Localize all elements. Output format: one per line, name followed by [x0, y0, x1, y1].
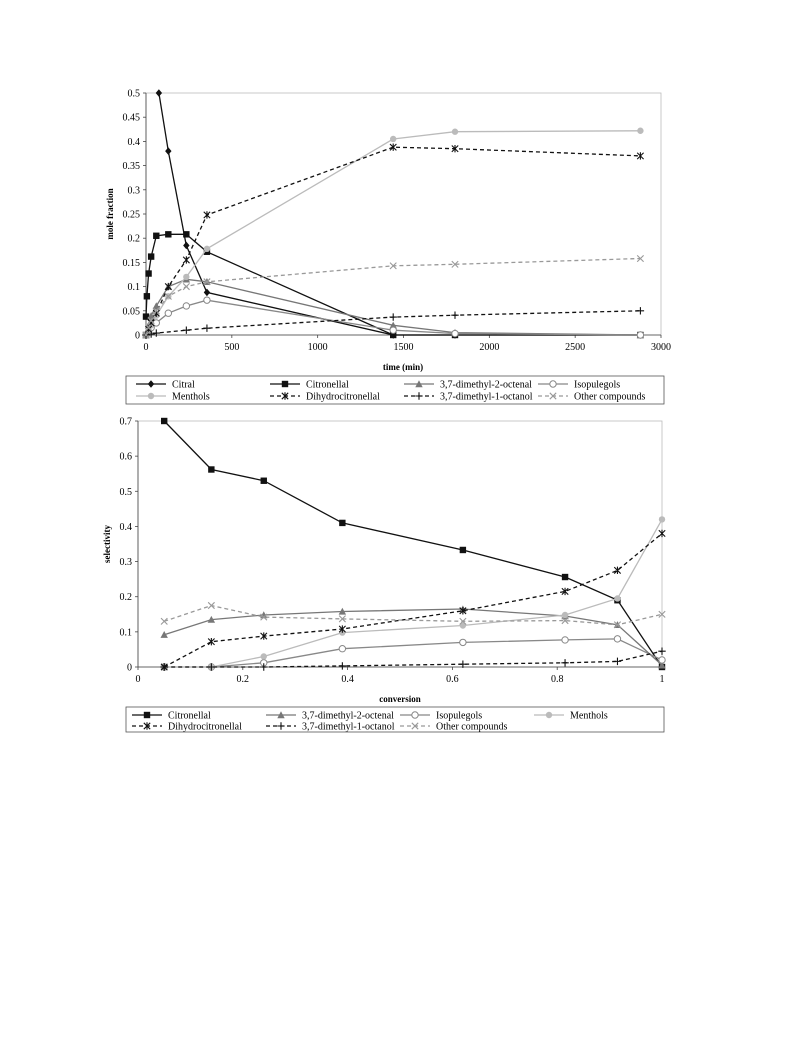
y-tick-label: 0.4	[127, 136, 140, 148]
data-point-menthols	[204, 246, 210, 252]
data-point-3-7-dimethyl-1-octanol	[451, 311, 458, 318]
data-point-citral	[165, 147, 171, 155]
data-point-citral	[204, 289, 210, 297]
data-point-dihydrocitronellal	[204, 211, 210, 218]
x-tick-label: 1000	[307, 342, 328, 353]
data-point-isopulegols	[659, 657, 665, 663]
series-line-3-7-dimethyl-2-octenal	[164, 609, 662, 665]
data-point-3-7-dimethyl-1-octanol	[390, 313, 397, 320]
y-tick-label: 0.05	[122, 306, 140, 318]
x-tick-label: 2500	[565, 342, 586, 353]
legend-label: Menthols	[570, 710, 608, 722]
series-line-menthols	[146, 131, 640, 335]
legend-label: 3,7-dimethyl-1-octanol	[302, 721, 395, 733]
data-point-isopulegols	[562, 637, 568, 643]
data-point-menthols	[183, 274, 189, 280]
data-point-citral	[156, 89, 162, 97]
legend-item-citronellal	[132, 711, 211, 722]
legend-marker	[412, 712, 418, 718]
legend-item-menthols	[136, 392, 210, 403]
data-point-citronellal	[148, 253, 154, 259]
series-group	[142, 89, 644, 339]
legend-label: 3,7-dimethyl-2-octenal	[302, 710, 394, 722]
data-point-citronellal	[261, 478, 267, 484]
data-point-dihydrocitronellal	[183, 256, 189, 263]
y-tick-label: 0.2	[119, 592, 132, 604]
y-tick-label: 0.5	[127, 88, 140, 100]
legend-item-isopulegols	[538, 380, 620, 391]
x-tick-label: 500	[224, 342, 240, 353]
x-ticks	[136, 667, 665, 685]
y-ticks	[120, 417, 139, 674]
y-tick-label: 0.7	[119, 416, 132, 428]
legend-label: Menthols	[172, 391, 210, 403]
data-point-citronellal	[153, 233, 159, 239]
data-point-isopulegols	[165, 310, 171, 316]
legend-item-menthols	[534, 711, 608, 722]
y-tick-label: 0.3	[127, 185, 140, 197]
legend-label: Other compounds	[574, 391, 646, 403]
legend-items	[136, 380, 645, 403]
legend-marker	[148, 393, 154, 399]
legend-label: 3,7-dimethyl-1-octanol	[440, 391, 533, 403]
data-point-menthols	[614, 595, 620, 601]
data-point-citronellal	[183, 231, 189, 237]
legend-label: Dihydrocitronellal	[306, 391, 380, 403]
data-point-menthols	[659, 516, 665, 522]
legend-label: Other compounds	[436, 721, 508, 733]
data-point-other-compounds	[183, 283, 189, 289]
legend-marker	[546, 712, 552, 718]
plot-area	[123, 89, 672, 354]
data-point-3-7-dimethyl-1-octanol	[561, 659, 568, 666]
legend-item-3-7-dimethyl-1-octanol	[404, 392, 533, 403]
series-line-citral	[159, 93, 641, 335]
data-point-dihydrocitronellal	[208, 638, 214, 645]
data-point-dihydrocitronellal	[165, 283, 171, 290]
legend-item-other-compounds	[538, 392, 645, 403]
selectivity-chart	[0, 410, 793, 735]
data-point-isopulegols	[452, 330, 458, 336]
data-point-citronellal	[339, 520, 345, 526]
series-line-citronellal	[164, 421, 662, 667]
y-tick-label: 0	[127, 662, 132, 674]
y-tick-label: 0.2	[127, 233, 140, 245]
legend-marker	[282, 381, 288, 387]
x-tick-label: 0.2	[236, 674, 250, 685]
data-point-isopulegols	[614, 636, 620, 642]
data-point-isopulegols	[460, 639, 466, 645]
series-citral	[156, 89, 644, 339]
data-point-menthols	[637, 128, 643, 134]
x-tick-label: 0.4	[341, 674, 354, 685]
legend-label: Isopulegols	[574, 379, 621, 391]
data-point-menthols	[261, 653, 267, 659]
x-tick-label: 1500	[393, 342, 414, 353]
y-tick-label: 0.3	[119, 557, 132, 569]
data-point-3-7-dimethyl-1-octanol	[339, 662, 346, 669]
legend-item-3-7-dimethyl-2-octenal	[404, 380, 532, 391]
data-point-citronellal	[144, 293, 150, 299]
legend-item-other-compounds	[400, 722, 507, 733]
data-point-menthols	[390, 136, 396, 142]
plot-area	[120, 417, 666, 686]
x-axis-title: conversion	[379, 694, 421, 704]
data-point-isopulegols	[204, 297, 210, 303]
legend-marker	[415, 392, 422, 399]
series-3-7-dimethyl-2-octenal	[161, 605, 666, 668]
series-dihydrocitronellal	[143, 144, 644, 339]
series-dihydrocitronellal	[161, 530, 665, 671]
y-tick-label: 0.4	[119, 521, 132, 533]
legend-items	[132, 711, 608, 733]
legend-marker	[550, 381, 556, 387]
series-line-dihydrocitronellal	[164, 534, 662, 668]
y-tick-label: 0.35	[122, 161, 140, 173]
plot-frame	[146, 93, 661, 335]
legend-label: Citronellal	[306, 379, 349, 391]
y-axis-title: selectivity	[102, 525, 112, 563]
data-point-isopulegols	[637, 332, 643, 338]
data-point-citronellal	[460, 547, 466, 553]
data-point-dihydrocitronellal	[637, 152, 643, 159]
data-point-3-7-dimethyl-1-octanol	[203, 325, 210, 332]
data-point-menthols	[562, 612, 568, 618]
x-tick-label: 2000	[479, 342, 500, 353]
y-tick-label: 0.1	[119, 627, 132, 639]
series-other-compounds	[161, 602, 665, 628]
data-point-3-7-dimethyl-1-octanol	[183, 326, 190, 333]
legend-label: Citronellal	[168, 710, 211, 722]
legend-item-dihydrocitronellal	[270, 392, 380, 403]
x-tick-label: 0.8	[550, 674, 564, 685]
data-point-citronellal	[208, 466, 214, 472]
data-point-citronellal	[165, 231, 171, 237]
data-point-dihydrocitronellal	[659, 530, 665, 537]
data-point-isopulegols	[339, 646, 345, 652]
legend-label: 3,7-dimethyl-2-octenal	[440, 379, 532, 391]
data-point-citronellal	[145, 270, 151, 276]
legend-marker	[144, 712, 150, 718]
data-point-isopulegols	[183, 303, 189, 309]
legend	[126, 707, 664, 733]
data-point-citronellal	[562, 574, 568, 580]
y-tick-label: 0.25	[122, 209, 140, 221]
plot-frame	[138, 421, 662, 667]
series-menthols	[143, 128, 644, 339]
legend	[126, 376, 664, 404]
x-tick-label: 0	[143, 342, 149, 353]
data-point-citronellal	[161, 418, 167, 424]
x-tick-label: 3000	[651, 342, 671, 353]
x-axis-title: time (min)	[382, 362, 424, 372]
legend-marker	[148, 380, 154, 388]
legend-label: Dihydrocitronellal	[168, 721, 242, 733]
data-point-3-7-dimethyl-1-octanol	[658, 647, 665, 654]
legend-label: Citral	[172, 379, 195, 391]
data-point-other-compounds	[161, 618, 167, 624]
legend-label: Isopulegols	[436, 710, 483, 722]
legend-item-dihydrocitronellal	[132, 722, 242, 733]
series-citronellal	[161, 418, 665, 670]
series-group	[161, 418, 666, 671]
legend-item-citral	[136, 380, 195, 391]
mole-fraction-chart	[0, 80, 793, 410]
data-point-3-7-dimethyl-1-octanol	[637, 307, 644, 314]
data-point-dihydrocitronellal	[614, 567, 620, 574]
legend-marker	[277, 722, 284, 729]
y-tick-label: 0.6	[119, 451, 132, 463]
data-point-menthols	[452, 129, 458, 135]
y-ticks	[123, 89, 147, 342]
data-point-3-7-dimethyl-1-octanol	[153, 329, 160, 336]
legend-item-3-7-dimethyl-2-octenal	[266, 711, 394, 722]
x-ticks	[144, 335, 672, 353]
legend-item-isopulegols	[400, 711, 482, 722]
y-tick-label: 0.5	[119, 486, 132, 498]
data-point-isopulegols	[390, 327, 396, 333]
data-point-citronellal	[143, 313, 149, 319]
legend-item-citronellal	[270, 380, 349, 391]
x-tick-label: 1	[659, 674, 665, 685]
legend-item-3-7-dimethyl-1-octanol	[266, 722, 395, 733]
y-tick-label: 0.1	[127, 282, 140, 294]
data-point-3-7-dimethyl-1-octanol	[614, 658, 621, 665]
data-point-dihydrocitronellal	[390, 144, 396, 151]
y-tick-label: 0.45	[122, 112, 140, 124]
y-tick-label: 0.15	[122, 257, 140, 269]
x-tick-label: 0	[135, 674, 141, 685]
x-tick-label: 0.6	[446, 674, 459, 685]
y-tick-label: 0	[135, 330, 140, 342]
data-point-citral	[183, 242, 189, 250]
y-axis-title: mole fraction	[105, 188, 115, 240]
